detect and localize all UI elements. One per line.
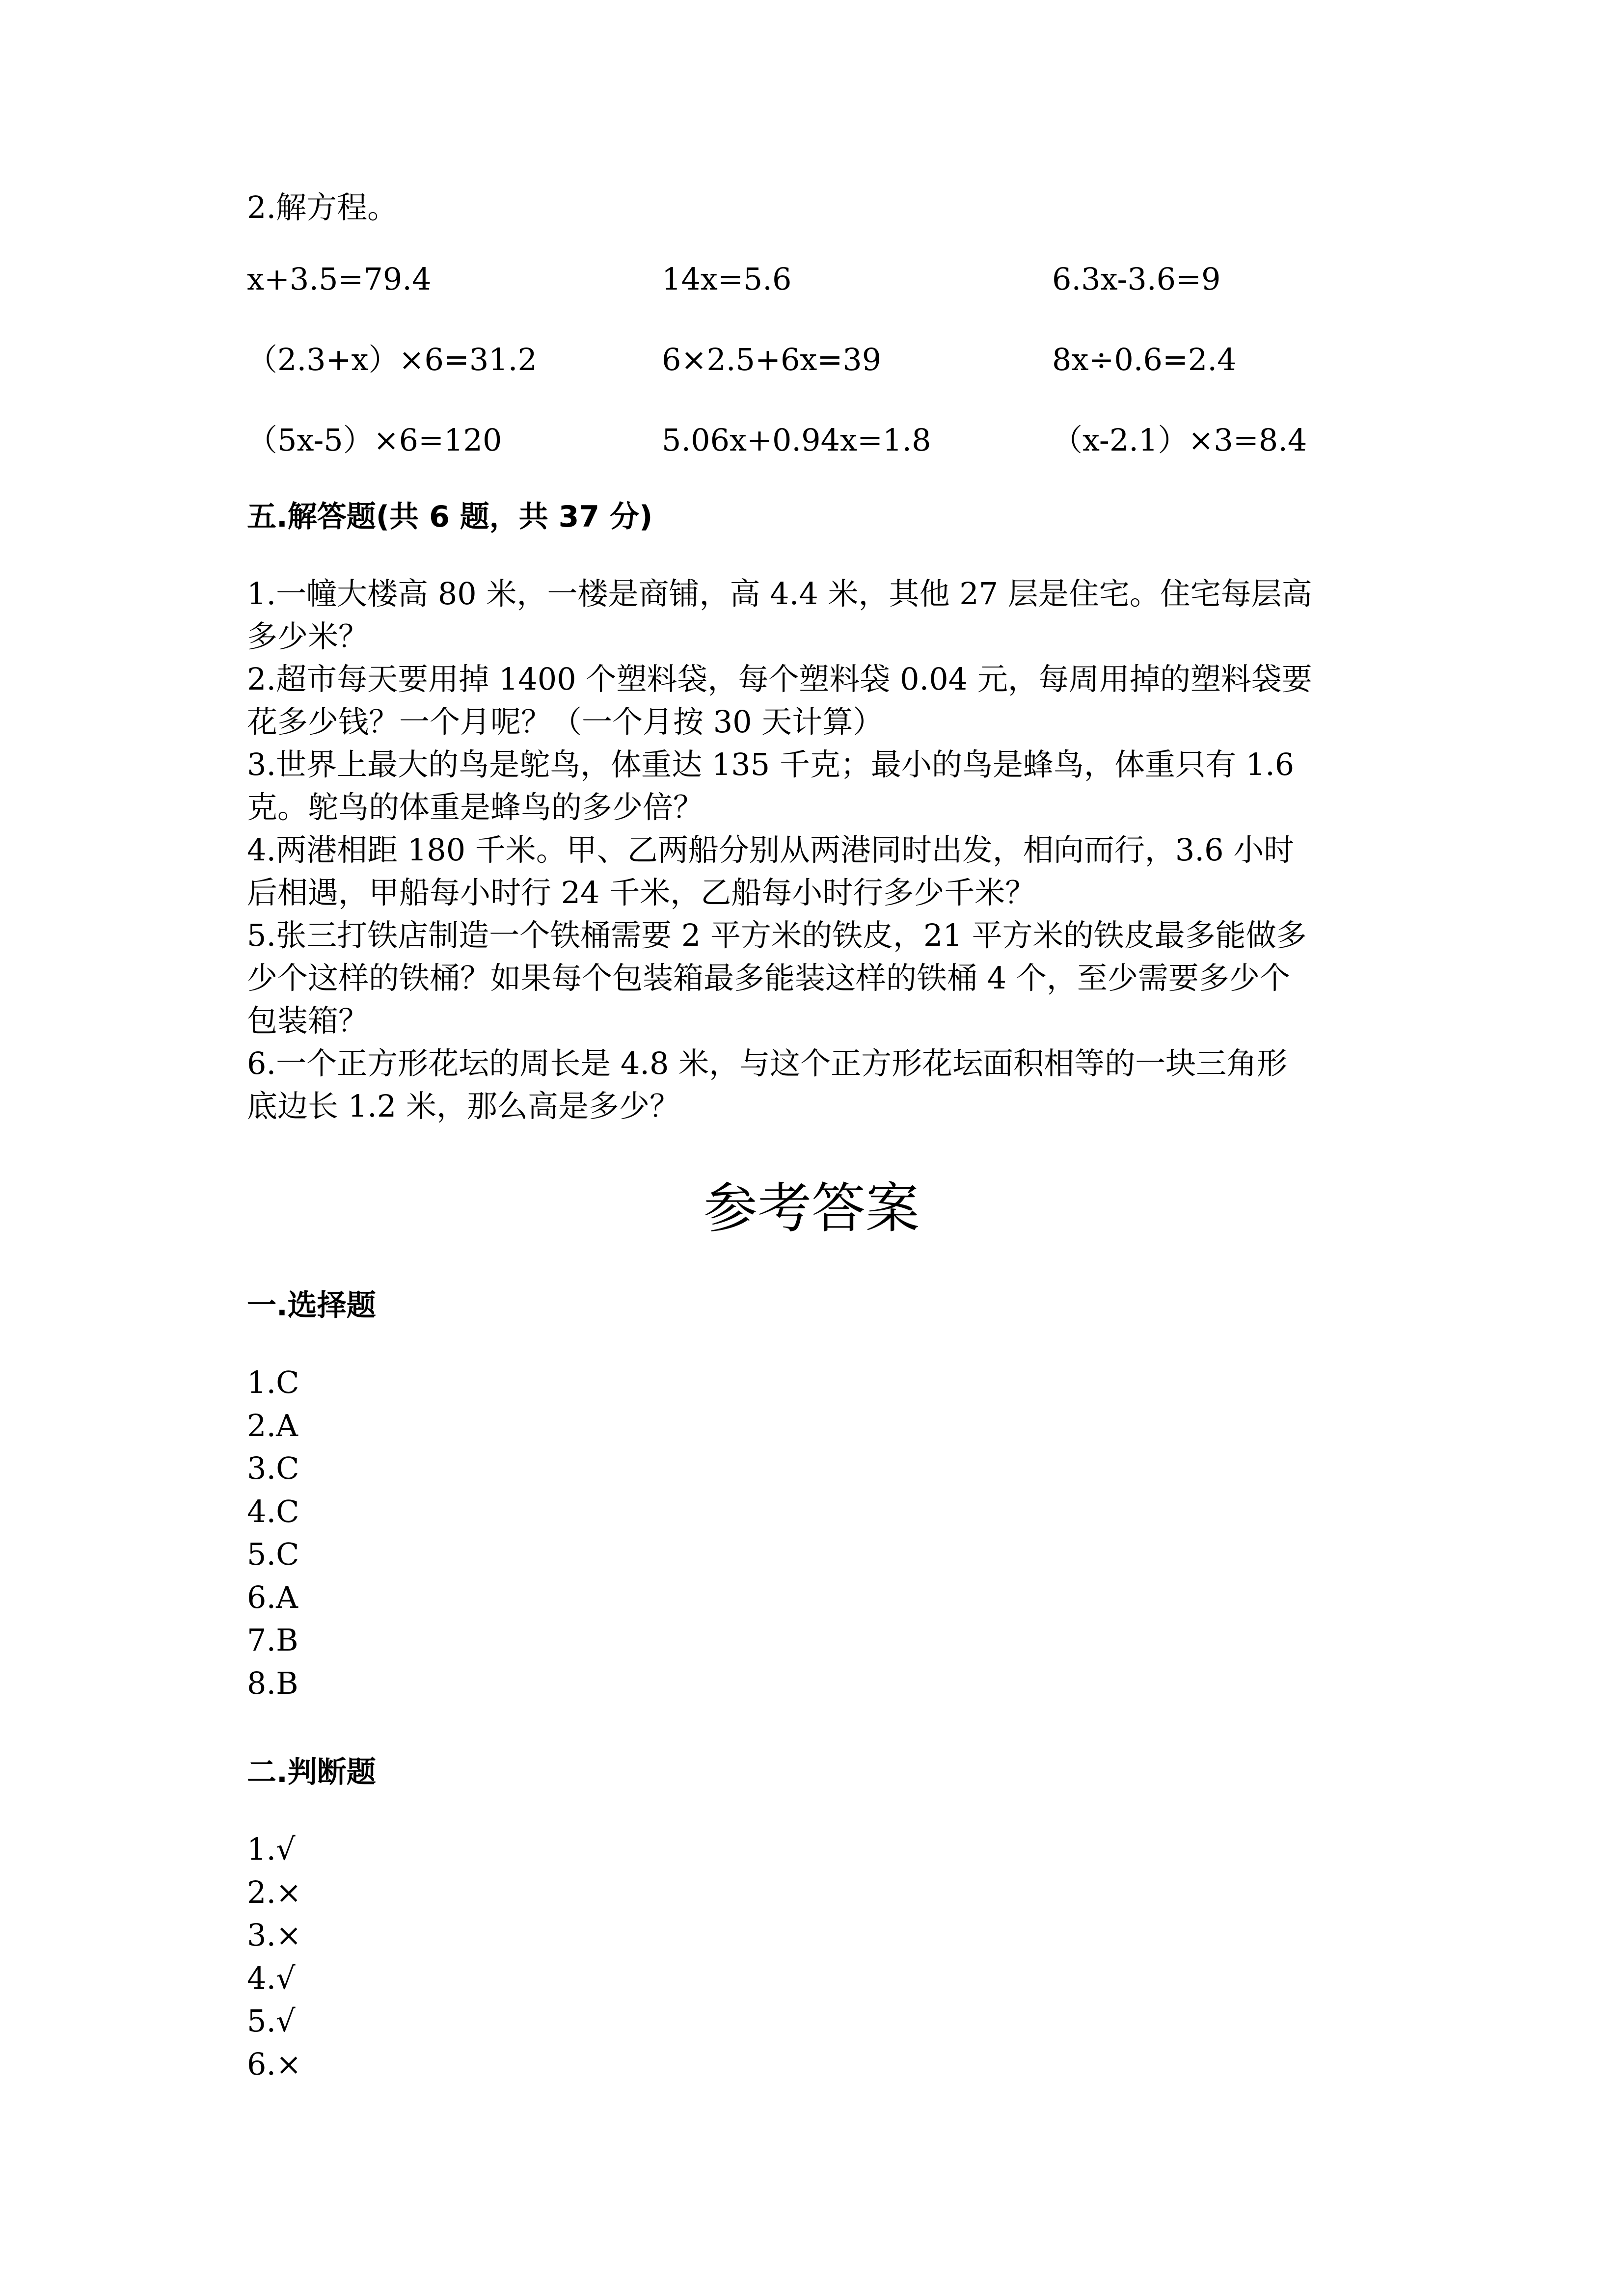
equation: x+3.5=79.4 xyxy=(247,261,432,297)
answer-key-title: 参考答案 xyxy=(704,1177,920,1240)
equation: 8x÷0.6=2.4 xyxy=(1052,342,1237,377)
problem-line: 包装箱？ xyxy=(247,1003,369,1039)
answer-item: 1.√ xyxy=(247,1831,296,1867)
answer-item: 6.A xyxy=(247,1579,298,1615)
answer-item: 6.× xyxy=(247,2046,302,2082)
answer-item: 2.× xyxy=(247,1874,302,1910)
problem-line: 3.世界上最大的鸟是鸵鸟，体重达 135 千克；最小的鸟是蜂鸟，体重只有 1.6 xyxy=(247,747,1295,782)
problem-line: 2.超市每天要用掉 1400 个塑料袋，每个塑料袋 0.04 元，每周用掉的塑料袋要 xyxy=(247,661,1312,697)
answer-section-judgement xyxy=(247,1751,1376,2085)
answer-item: 8.B xyxy=(247,1665,298,1701)
word-problems-heading: 五.解答题(共 6 题，共 37 分) xyxy=(247,500,653,534)
answer-item: 7.B xyxy=(247,1622,298,1658)
answer-section-choice xyxy=(247,1284,1376,1705)
word-problems-list xyxy=(247,572,1376,1127)
answer-item: 4.√ xyxy=(247,1960,296,1996)
answer-item: 1.C xyxy=(247,1364,299,1400)
problem-line: 花多少钱？一个月呢？（一个月按 30 天计算） xyxy=(247,704,884,740)
answer-item: 5.√ xyxy=(247,2003,296,2039)
equation: （x-2.1）×3=8.4 xyxy=(1052,422,1307,458)
equations-heading: 2.解方程。 xyxy=(247,189,398,225)
problem-line: 5.张三打铁店制造一个铁桶需要 2 平方米的铁皮，21 平方米的铁皮最多能做多 xyxy=(247,917,1307,953)
equations-grid xyxy=(247,258,1376,461)
answer-list xyxy=(247,1361,1376,1705)
answer-section-heading: 一.选择题 xyxy=(247,1288,376,1323)
problem-line: 克。鸵鸟的体重是蜂鸟的多少倍？ xyxy=(247,789,704,825)
problem-line: 1.一幢大楼高 80 米，一楼是商铺，高 4.4 米，其他 27 层是住宅。住宅每层高 xyxy=(247,576,1312,612)
answer-section-heading: 二.判断题 xyxy=(247,1755,376,1789)
answer-item: 3.× xyxy=(247,1917,302,1953)
answer-list xyxy=(247,1828,1376,2085)
equation: （2.3+x）×6=31.2 xyxy=(247,342,537,377)
problem-line: 6.一个正方形花坛的周长是 4.8 米，与这个正方形花坛面积相等的一块三角形 xyxy=(247,1045,1288,1081)
answer-item: 2.A xyxy=(247,1407,298,1443)
problem-line: 少个这样的铁桶？如果每个包装箱最多能装这样的铁桶 4 个，至少需要多少个 xyxy=(247,960,1290,996)
problem-line: 多少米？ xyxy=(247,618,369,654)
problem-line: 底边长 1.2 米，那么高是多少？ xyxy=(247,1088,680,1124)
answer-item: 4.C xyxy=(247,1493,299,1529)
problem-line: 后相遇，甲船每小时行 24 千米，乙船每小时行多少千米？ xyxy=(247,875,1036,910)
answer-item: 5.C xyxy=(247,1536,299,1572)
answer-item: 3.C xyxy=(247,1450,299,1486)
problem-line: 4.两港相距 180 千米。甲、乙两船分别从两港同时出发，相向而行，3.6 小时 xyxy=(247,832,1295,868)
equation: 6.3x-3.6=9 xyxy=(1052,261,1221,297)
equation: （5x-5）×6=120 xyxy=(247,422,502,458)
page-content xyxy=(247,187,1376,2132)
equation: 6×2.5+6x=39 xyxy=(662,342,882,377)
equation: 5.06x+0.94x=1.8 xyxy=(662,422,931,458)
equation: 14x=5.6 xyxy=(662,261,792,297)
